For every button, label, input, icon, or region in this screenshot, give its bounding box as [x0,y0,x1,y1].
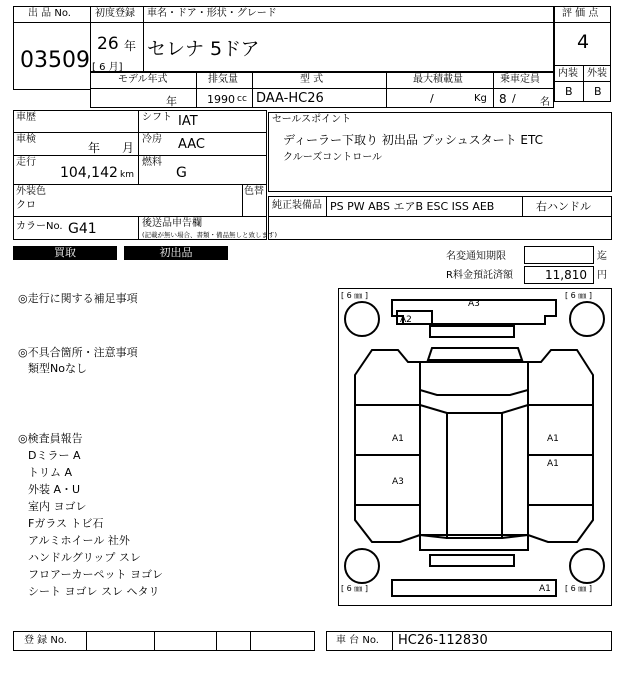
recycle-label: R料金預託済額 [446,270,513,281]
buy-badge: 買取 [13,246,117,260]
reg-year-unit: 年 [124,39,137,53]
ac-value: AAC [178,137,205,152]
displacement-unit: cc [237,94,247,104]
inspector-item: 室内 ヨゴレ [28,500,87,513]
name-change-unit: 迄 [597,251,607,262]
exterior-grade: B [594,85,602,98]
score-label: 評 価 点 [562,8,599,19]
inspector-list [28,447,163,600]
interior-label: 内装 [558,68,578,79]
reg-year: 26 [97,34,119,54]
ac-label: 冷房 [142,134,162,145]
tire-rear-left [345,549,379,583]
sales-line-2: クルーズコントロール [283,152,382,163]
capacity-label: 乗車定員 [500,74,540,85]
fuel-label: 燃料 [142,157,162,168]
defect-notes-text: 類型Noなし [28,362,87,375]
max-load-label: 最大積載量 [413,74,463,85]
drive-side: 右ハンドル [536,200,591,213]
mileage-unit: km [120,170,134,180]
tire-label-br: [ 6 ㎜ ] [565,584,592,593]
max-load-unit: Kg [474,93,487,104]
damage-mark: A2 [400,315,412,325]
displacement-label: 排気量 [208,74,238,85]
first-reg-label: 初度登録 [95,8,135,19]
interior-grade: B [565,85,573,98]
inspection-month: 月 [122,141,135,155]
capacity-sep: / [512,92,516,105]
inspector-item: アルミホイール 社外 [28,534,130,547]
post-doc-label: 後送品申告欄 [142,218,202,229]
recycle-value: 11,810 [545,268,587,282]
sales-label: セールスポイント [272,114,352,125]
damage-mark: A1 [539,584,551,594]
ext-color-value: クロ [16,200,36,211]
type-label: 型 式 [300,74,324,85]
inspector-label: ◎検査員報告 [18,432,83,445]
damage-mark: A1 [547,434,559,444]
inspection-label: 車検 [16,134,36,145]
color-no-value: G41 [68,221,97,237]
equipment-label: 純正装備品 [272,200,322,211]
inspector-item: シート ヨゴレ スレ ヘタリ [28,585,160,598]
color-change-label: 色替 [244,186,264,197]
reg-no-label: 登 録 No. [24,635,67,646]
ext-color-label: 外装色 [16,186,46,197]
inspection-year: 年 [88,141,101,155]
color-no-label: カラーNo. [16,221,63,232]
inspector-item: 外装 A・U [28,483,81,496]
score-value: 4 [577,31,590,53]
mileage-value: 104,142 [60,165,118,181]
car-name-label: 車名・ドア・形状・グレード [147,8,277,19]
inspector-item: ハンドルグリップ スレ [28,551,141,564]
model-year-unit: 年 [166,95,177,108]
lot-label: 出 品 No. [28,8,71,19]
shift-label: シフト [142,112,172,123]
inspector-item: フロアーカーペット ヨゴレ [28,568,163,581]
recycle-unit: 円 [597,270,607,281]
post-doc-note: (記載が無い場合、書類・備品無しと致します) [142,231,278,239]
capacity-value: 8 [499,92,507,106]
tire-label-tl: [ 6 ㎜ ] [341,291,368,300]
type-code: DAA-HC26 [256,91,324,106]
mileage-label: 走行 [16,157,36,168]
damage-mark: A3 [392,477,404,487]
inspector-item: トリム A [28,466,73,479]
tire-label-tr: [ 6 ㎜ ] [565,291,592,300]
damage-mark: A1 [547,459,559,469]
lot-number: 03509 [20,48,90,73]
model-year-label: モデル年式 [118,74,168,85]
tire-label-bl: [ 6 ㎜ ] [341,584,368,593]
displacement: 1990 [207,93,235,106]
car-diagram [338,288,612,606]
reg-month: [ 6 月] [92,62,123,73]
tire-front-left [345,302,379,336]
defect-notes-label: ◎不具合箇所・注意事項 [18,346,138,359]
first-listing-badge: 初出品 [124,246,228,260]
inspector-item: Fガラス トビ石 [28,517,104,530]
tire-front-right [570,302,604,336]
name-change-label: 名変通知期限 [446,251,506,262]
name-change-box [524,246,594,264]
driving-notes-label: ◎走行に関する補足事項 [18,292,138,305]
fuel-value: G [176,165,187,181]
max-load-sep: / [430,92,434,105]
damage-mark: A1 [392,434,404,444]
inspector-item: Dミラー A [28,449,81,462]
sales-line-1: ディーラー下取り 初出品 プッシュスタート ETC [283,133,543,147]
tire-rear-right [570,549,604,583]
chassis-label: 車 台 No. [336,635,379,646]
car-name: セレナ 5ドア [147,38,260,60]
equipment-list: PS PW ABS エアB ESC ISS AEB [330,200,495,213]
exterior-label: 外装 [587,68,607,79]
chassis-number: HC26-112830 [398,633,488,648]
history-label: 車歴 [16,112,36,123]
capacity-unit: 名 [540,97,550,108]
damage-mark: A3 [468,299,480,309]
shift-value: IAT [178,114,198,129]
